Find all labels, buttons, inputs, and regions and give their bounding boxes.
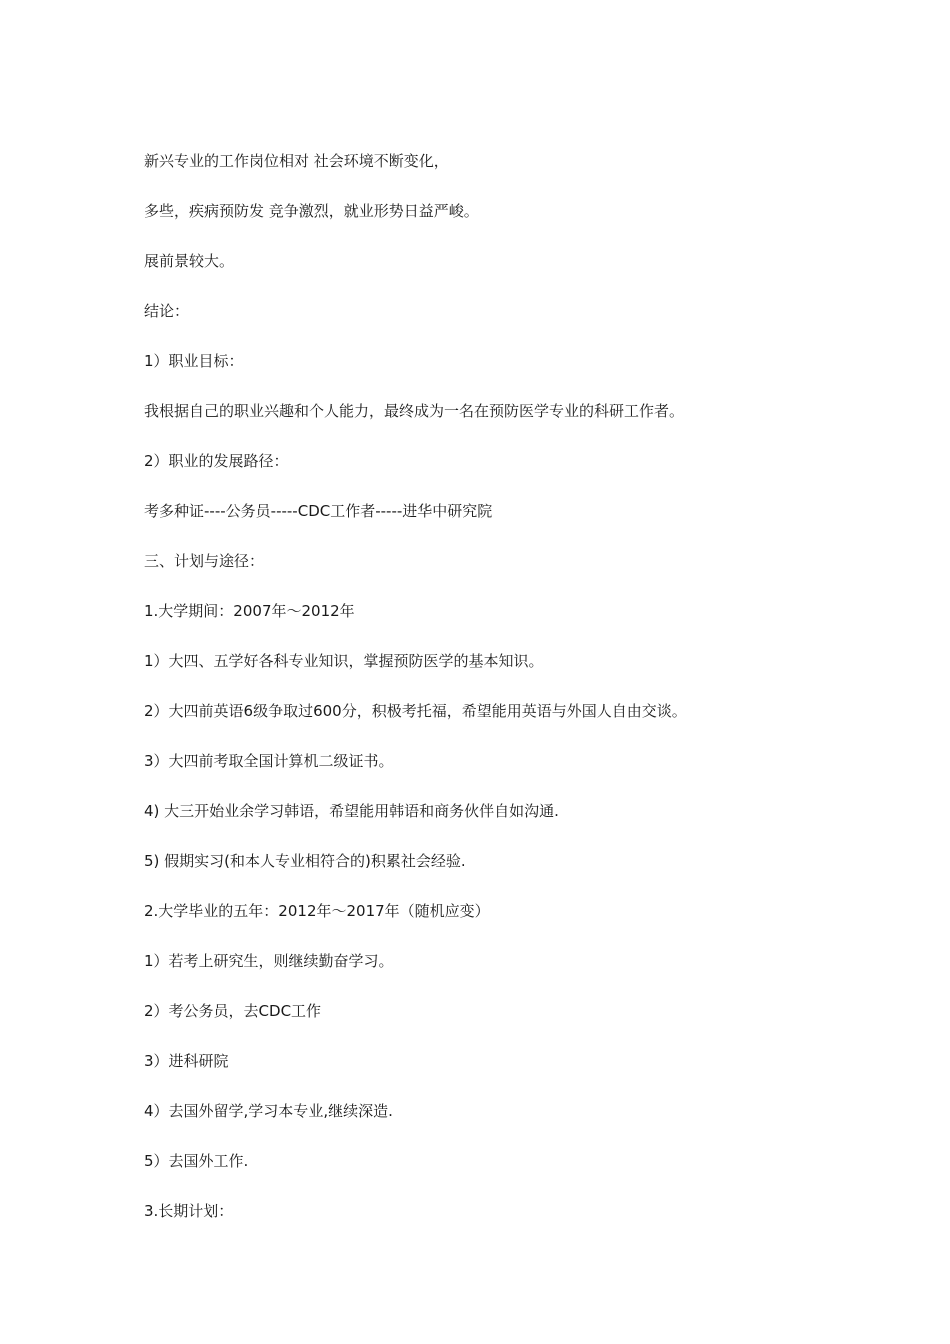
item-career-path: 2）职业的发展路径： <box>144 452 289 470</box>
paragraph-career-goal: 我根据自己的职业兴趣和个人能力，最终成为一名在预防医学专业的科研工作者。 <box>144 402 685 420</box>
subheading-university: 1.大学期间：2007年～2012年 <box>144 602 355 620</box>
paragraph-career-path: 考多种证----公务员-----CDC工作者-----进华中研究院 <box>144 502 493 520</box>
heading-plan: 三、计划与途径： <box>144 552 265 570</box>
paragraph-line-1: 新兴专业的工作岗位相对 社会环境不断变化， <box>144 152 449 170</box>
item-career-goal: 1）职业目标： <box>144 352 244 370</box>
paragraph-line-2: 多些，疾病预防发 竞争激烈，就业形势日益严峻。 <box>144 202 479 220</box>
list-item-university-4: 4) 大三开始业余学习韩语，希望能用韩语和商务伙伴自如沟通. <box>144 802 559 820</box>
heading-conclusion: 结论： <box>144 302 190 320</box>
list-item-after-graduation-1: 1）若考上研究生，则继续勤奋学习。 <box>144 952 394 970</box>
list-item-after-graduation-2: 2）考公务员，去CDC工作 <box>144 1002 322 1020</box>
paragraph-line-3: 展前景较大。 <box>144 252 235 270</box>
list-item-university-1: 1）大四、五学好各科专业知识，掌握预防医学的基本知识。 <box>144 652 544 670</box>
list-item-after-graduation-4: 4）去国外留学,学习本专业,继续深造. <box>144 1102 393 1120</box>
subheading-after-graduation: 2.大学毕业的五年：2012年～2017年（随机应变） <box>144 902 490 920</box>
list-item-university-5: 5) 假期实习(和本人专业相符合的)积累社会经验. <box>144 852 466 870</box>
list-item-university-3: 3）大四前考取全国计算机二级证书。 <box>144 752 394 770</box>
list-item-after-graduation-3: 3）进科研院 <box>144 1052 229 1070</box>
list-item-after-graduation-5: 5）去国外工作. <box>144 1152 249 1170</box>
document-body <box>144 148 824 1248</box>
subheading-long-term-plan: 3.长期计划： <box>144 1202 234 1220</box>
list-item-university-2: 2）大四前英语6级争取过600分，积极考托福，希望能用英语与外国人自由交谈。 <box>144 702 687 720</box>
